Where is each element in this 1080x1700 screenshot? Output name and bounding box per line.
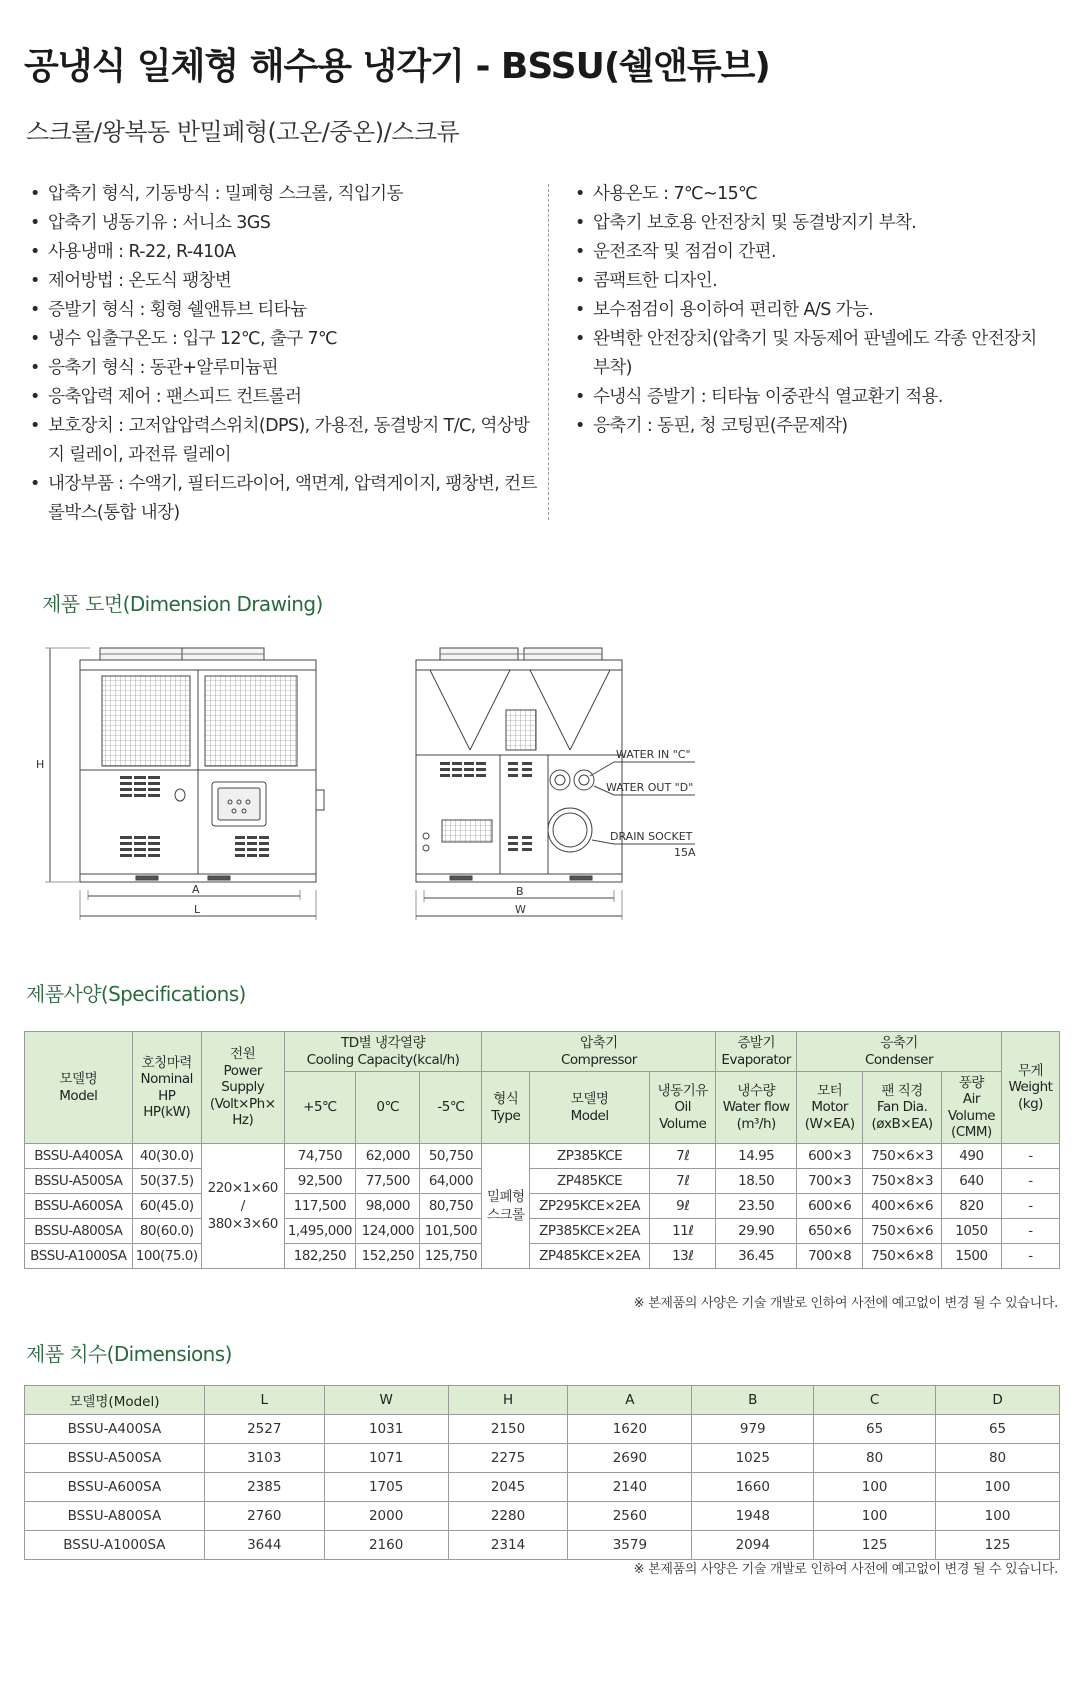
th-dim-c: C	[814, 1386, 936, 1415]
cell: 2560	[568, 1502, 692, 1531]
cell: 100	[814, 1502, 936, 1531]
cell-oil: 7ℓ	[650, 1169, 716, 1194]
cell-cap: 77,500	[356, 1169, 420, 1194]
spec-table	[24, 1031, 1060, 1269]
cell-model: BSSU-A800SA	[25, 1219, 133, 1244]
cell-cap: 62,000	[356, 1144, 420, 1169]
cell-flow: 29.90	[716, 1219, 797, 1244]
cell-oil: 11ℓ	[650, 1219, 716, 1244]
cell-weight: -	[1001, 1244, 1059, 1269]
cell-cap: 101,500	[420, 1219, 482, 1244]
feature-item: • 보수점검이 용이하여 편리한 A/S 가능.	[575, 296, 1055, 325]
feature-item: • 냉수 입출구온도 : 입구 12℃, 출구 7℃	[30, 325, 545, 354]
spec-note: ※ 본제품의 사양은 기술 개발로 인하여 사전에 예고없이 변경 될 수 있습니다.	[633, 1296, 1058, 1311]
th-air: 풍량 Air Volume (CMM)	[941, 1072, 1001, 1144]
cell: 2094	[692, 1531, 814, 1560]
th-dim-model: 모델명(Model)	[25, 1386, 205, 1415]
cell: 2385	[204, 1473, 324, 1502]
dimensions-note: ※ 본제품의 사양은 기술 개발로 인하여 사전에 예고없이 변경 될 수 있습니다.	[633, 1562, 1058, 1577]
cell: 2000	[324, 1502, 448, 1531]
table-row	[25, 1219, 1060, 1244]
cell-air: 640	[941, 1169, 1001, 1194]
cell-comp-model: ZP485KCE	[530, 1169, 650, 1194]
th-compressor: 압축기 Compressor	[482, 1032, 716, 1072]
feature-item: • 응축기 형식 : 동관+알루미늄핀	[30, 354, 545, 383]
cell-weight: -	[1001, 1169, 1059, 1194]
cell: BSSU-A800SA	[25, 1502, 205, 1531]
feature-item: • 완벽한 안전장치(압축기 및 자동제어 판넬에도 각종 안전장치 부착)	[575, 325, 1055, 383]
cell: BSSU-A600SA	[25, 1473, 205, 1502]
cell-cap: 74,750	[284, 1144, 356, 1169]
cell-hp: 60(45.0)	[132, 1194, 201, 1219]
cell: 1948	[692, 1502, 814, 1531]
cell-cap: 64,000	[420, 1169, 482, 1194]
cell-cap: 98,000	[356, 1194, 420, 1219]
th-power: 전원 Power Supply (Volt×Ph× Hz)	[201, 1032, 284, 1144]
cell-air: 1500	[941, 1244, 1001, 1269]
cell: 65	[936, 1415, 1060, 1444]
cell-hp: 80(60.0)	[132, 1219, 201, 1244]
page-title: 공냉식 일체형 해수용 냉각기 - BSSU(쉘앤튜브)	[24, 46, 770, 87]
table-row	[25, 1415, 1060, 1444]
table-row	[25, 1144, 1060, 1169]
cell: 1660	[692, 1473, 814, 1502]
cell-fan: 750×6×8	[863, 1244, 942, 1269]
th-weight: 무게 Weight (kg)	[1001, 1032, 1059, 1144]
cell-hp: 100(75.0)	[132, 1244, 201, 1269]
feature-item: • 응축압력 제어 : 팬스피드 컨트롤러	[30, 383, 545, 412]
label-water-out: WATER OUT "D"	[606, 781, 694, 794]
table-row	[25, 1444, 1060, 1473]
label-h: H	[36, 758, 45, 771]
th-fan: 팬 직경 Fan Dia. (øxB×EA)	[863, 1072, 942, 1144]
cell: 2275	[448, 1444, 568, 1473]
dimensions-section-title: 제품 치수(Dimensions)	[26, 1342, 232, 1366]
th-dim-l: L	[204, 1386, 324, 1415]
cell-cap: 182,250	[284, 1244, 356, 1269]
feature-item: • 압축기 냉동기유 : 서니소 3GS	[30, 209, 545, 238]
cell-comp-model: ZP485KCE×2EA	[530, 1244, 650, 1269]
feature-item: • 수냉식 증발기 : 티타늄 이중관식 열교환기 적용.	[575, 383, 1055, 412]
cell: 1031	[324, 1415, 448, 1444]
table-row	[25, 1244, 1060, 1269]
cell: 65	[814, 1415, 936, 1444]
cell-motor: 700×3	[797, 1169, 863, 1194]
label-a: A	[192, 883, 200, 896]
th-model: 모델명 Model	[25, 1032, 133, 1144]
cell-weight: -	[1001, 1144, 1059, 1169]
th-comp-type: 형식 Type	[482, 1072, 530, 1144]
cell-flow: 23.50	[716, 1194, 797, 1219]
label-l: L	[194, 903, 201, 916]
feature-list-left	[30, 180, 545, 528]
cell-cap: 1,495,000	[284, 1219, 356, 1244]
cell-cap: 117,500	[284, 1194, 356, 1219]
cell: 2314	[448, 1531, 568, 1560]
feature-item: • 내장부품 : 수액기, 필터드라이어, 액면계, 압력게이지, 팽창변, 컨트롤박스(통합 내장)	[30, 470, 545, 528]
feature-item: • 압축기 형식, 기동방식 : 밀폐형 스크롤, 직입기동	[30, 180, 545, 209]
th-hp: 호칭마력 Nominal HP HP(kW)	[132, 1032, 201, 1144]
label-water-in: WATER IN "C"	[616, 748, 691, 761]
cell: 1071	[324, 1444, 448, 1473]
cell-oil: 13ℓ	[650, 1244, 716, 1269]
th-cap-plus5: +5℃	[284, 1072, 356, 1144]
cell-cap: 124,000	[356, 1219, 420, 1244]
label-b: B	[516, 885, 524, 898]
cell: 2690	[568, 1444, 692, 1473]
table-row	[25, 1502, 1060, 1531]
column-divider	[548, 184, 549, 520]
feature-item: • 보호장치 : 고저압압력스위치(DPS), 가용전, 동결방지 T/C, 역상방지 릴레이, 과전류 릴레이	[30, 412, 545, 470]
cell-motor: 700×8	[797, 1244, 863, 1269]
th-dim-a: A	[568, 1386, 692, 1415]
cell: 1025	[692, 1444, 814, 1473]
cell-hp: 50(37.5)	[132, 1169, 201, 1194]
label-drain-size: 15A	[674, 846, 696, 859]
cell-hp: 40(30.0)	[132, 1144, 201, 1169]
cell-model: BSSU-A1000SA	[25, 1244, 133, 1269]
cell-cap: 152,250	[356, 1244, 420, 1269]
table-row	[25, 1531, 1060, 1560]
cell-comp-type: 밀폐형 스크롤	[482, 1144, 530, 1269]
feature-item: • 사용온도 : 7℃~15℃	[575, 180, 1055, 209]
cell-model: BSSU-A400SA	[25, 1144, 133, 1169]
cell: 2760	[204, 1502, 324, 1531]
cell-comp-model: ZP385KCE×2EA	[530, 1219, 650, 1244]
cell-fan: 400×6×6	[863, 1194, 942, 1219]
cell: 2140	[568, 1473, 692, 1502]
dimension-drawing	[30, 640, 770, 940]
cell-oil: 9ℓ	[650, 1194, 716, 1219]
cell: 2280	[448, 1502, 568, 1531]
feature-item: • 압축기 보호용 안전장치 및 동결방지기 부착.	[575, 209, 1055, 238]
cell-cap: 50,750	[420, 1144, 482, 1169]
cell: BSSU-A400SA	[25, 1415, 205, 1444]
th-dim-w: W	[324, 1386, 448, 1415]
feature-item: • 응축기 : 동핀, 청 코팅핀(주문제작)	[575, 412, 1055, 441]
cell-motor: 600×3	[797, 1144, 863, 1169]
feature-item: • 제어방법 : 온도식 팽창변	[30, 267, 545, 296]
cell-comp-model: ZP385KCE	[530, 1144, 650, 1169]
cell: 3644	[204, 1531, 324, 1560]
cell: 80	[814, 1444, 936, 1473]
cell: 100	[814, 1473, 936, 1502]
cell-model: BSSU-A500SA	[25, 1169, 133, 1194]
cell: 2045	[448, 1473, 568, 1502]
cell-flow: 18.50	[716, 1169, 797, 1194]
th-dim-b: B	[692, 1386, 814, 1415]
th-capacity: TD별 냉각열량 Cooling Capacity(kcal/h)	[284, 1032, 482, 1072]
th-cap-minus5: -5℃	[420, 1072, 482, 1144]
th-cap-0: 0℃	[356, 1072, 420, 1144]
th-dim-h: H	[448, 1386, 568, 1415]
cell-fan: 750×8×3	[863, 1169, 942, 1194]
dimensions-table	[24, 1385, 1060, 1560]
cell-flow: 14.95	[716, 1144, 797, 1169]
cell-flow: 36.45	[716, 1244, 797, 1269]
cell: BSSU-A500SA	[25, 1444, 205, 1473]
th-dim-d: D	[936, 1386, 1060, 1415]
feature-item: • 운전조작 및 점검이 간편.	[575, 238, 1055, 267]
th-condenser: 응축기 Condenser	[797, 1032, 1002, 1072]
cell: 100	[936, 1502, 1060, 1531]
cell-comp-model: ZP295KCE×2EA	[530, 1194, 650, 1219]
th-motor: 모터 Motor (W×EA)	[797, 1072, 863, 1144]
cell-weight: -	[1001, 1194, 1059, 1219]
cell-fan: 750×6×3	[863, 1144, 942, 1169]
cell-air: 1050	[941, 1219, 1001, 1244]
feature-item: • 증발기 형식 : 횡형 쉘앤튜브 티타늄	[30, 296, 545, 325]
front-view	[45, 648, 324, 920]
th-oil: 냉동기유 Oil Volume	[650, 1072, 716, 1144]
cell-cap: 125,750	[420, 1244, 482, 1269]
cell: 2150	[448, 1415, 568, 1444]
cell-oil: 7ℓ	[650, 1144, 716, 1169]
cell-power: 220×1×60 / 380×3×60	[201, 1144, 284, 1269]
feature-item: • 콤팩트한 디자인.	[575, 267, 1055, 296]
cell: BSSU-A1000SA	[25, 1531, 205, 1560]
th-comp-model: 모델명 Model	[530, 1072, 650, 1144]
cell-motor: 600×6	[797, 1194, 863, 1219]
cell: 979	[692, 1415, 814, 1444]
cell: 1620	[568, 1415, 692, 1444]
cell: 2527	[204, 1415, 324, 1444]
label-drain-socket: DRAIN SOCKET	[610, 830, 693, 843]
cell-weight: -	[1001, 1219, 1059, 1244]
drawing-section-title: 제품 도면(Dimension Drawing)	[42, 592, 323, 616]
cell-cap: 92,500	[284, 1169, 356, 1194]
cell: 125	[936, 1531, 1060, 1560]
cell: 100	[936, 1473, 1060, 1502]
cell: 2160	[324, 1531, 448, 1560]
th-evaporator: 증발기 Evaporator	[716, 1032, 797, 1072]
cell-cap: 80,750	[420, 1194, 482, 1219]
page-subtitle: 스크롤/왕복동 반밀폐형(고온/중온)/스크류	[26, 118, 460, 146]
cell-air: 490	[941, 1144, 1001, 1169]
feature-item: • 사용냉매 : R-22, R-410A	[30, 238, 545, 267]
table-row	[25, 1169, 1060, 1194]
label-w: W	[515, 903, 526, 916]
th-water-flow: 냉수량 Water flow (m³/h)	[716, 1072, 797, 1144]
cell: 125	[814, 1531, 936, 1560]
cell: 3103	[204, 1444, 324, 1473]
spec-section-title: 제품사양(Specifications)	[26, 982, 246, 1006]
cell-motor: 650×6	[797, 1219, 863, 1244]
cell-fan: 750×6×6	[863, 1219, 942, 1244]
table-row	[25, 1473, 1060, 1502]
table-row	[25, 1194, 1060, 1219]
feature-list-right	[575, 180, 1055, 441]
cell: 3579	[568, 1531, 692, 1560]
cell: 80	[936, 1444, 1060, 1473]
cell: 1705	[324, 1473, 448, 1502]
cell-air: 820	[941, 1194, 1001, 1219]
cell-model: BSSU-A600SA	[25, 1194, 133, 1219]
